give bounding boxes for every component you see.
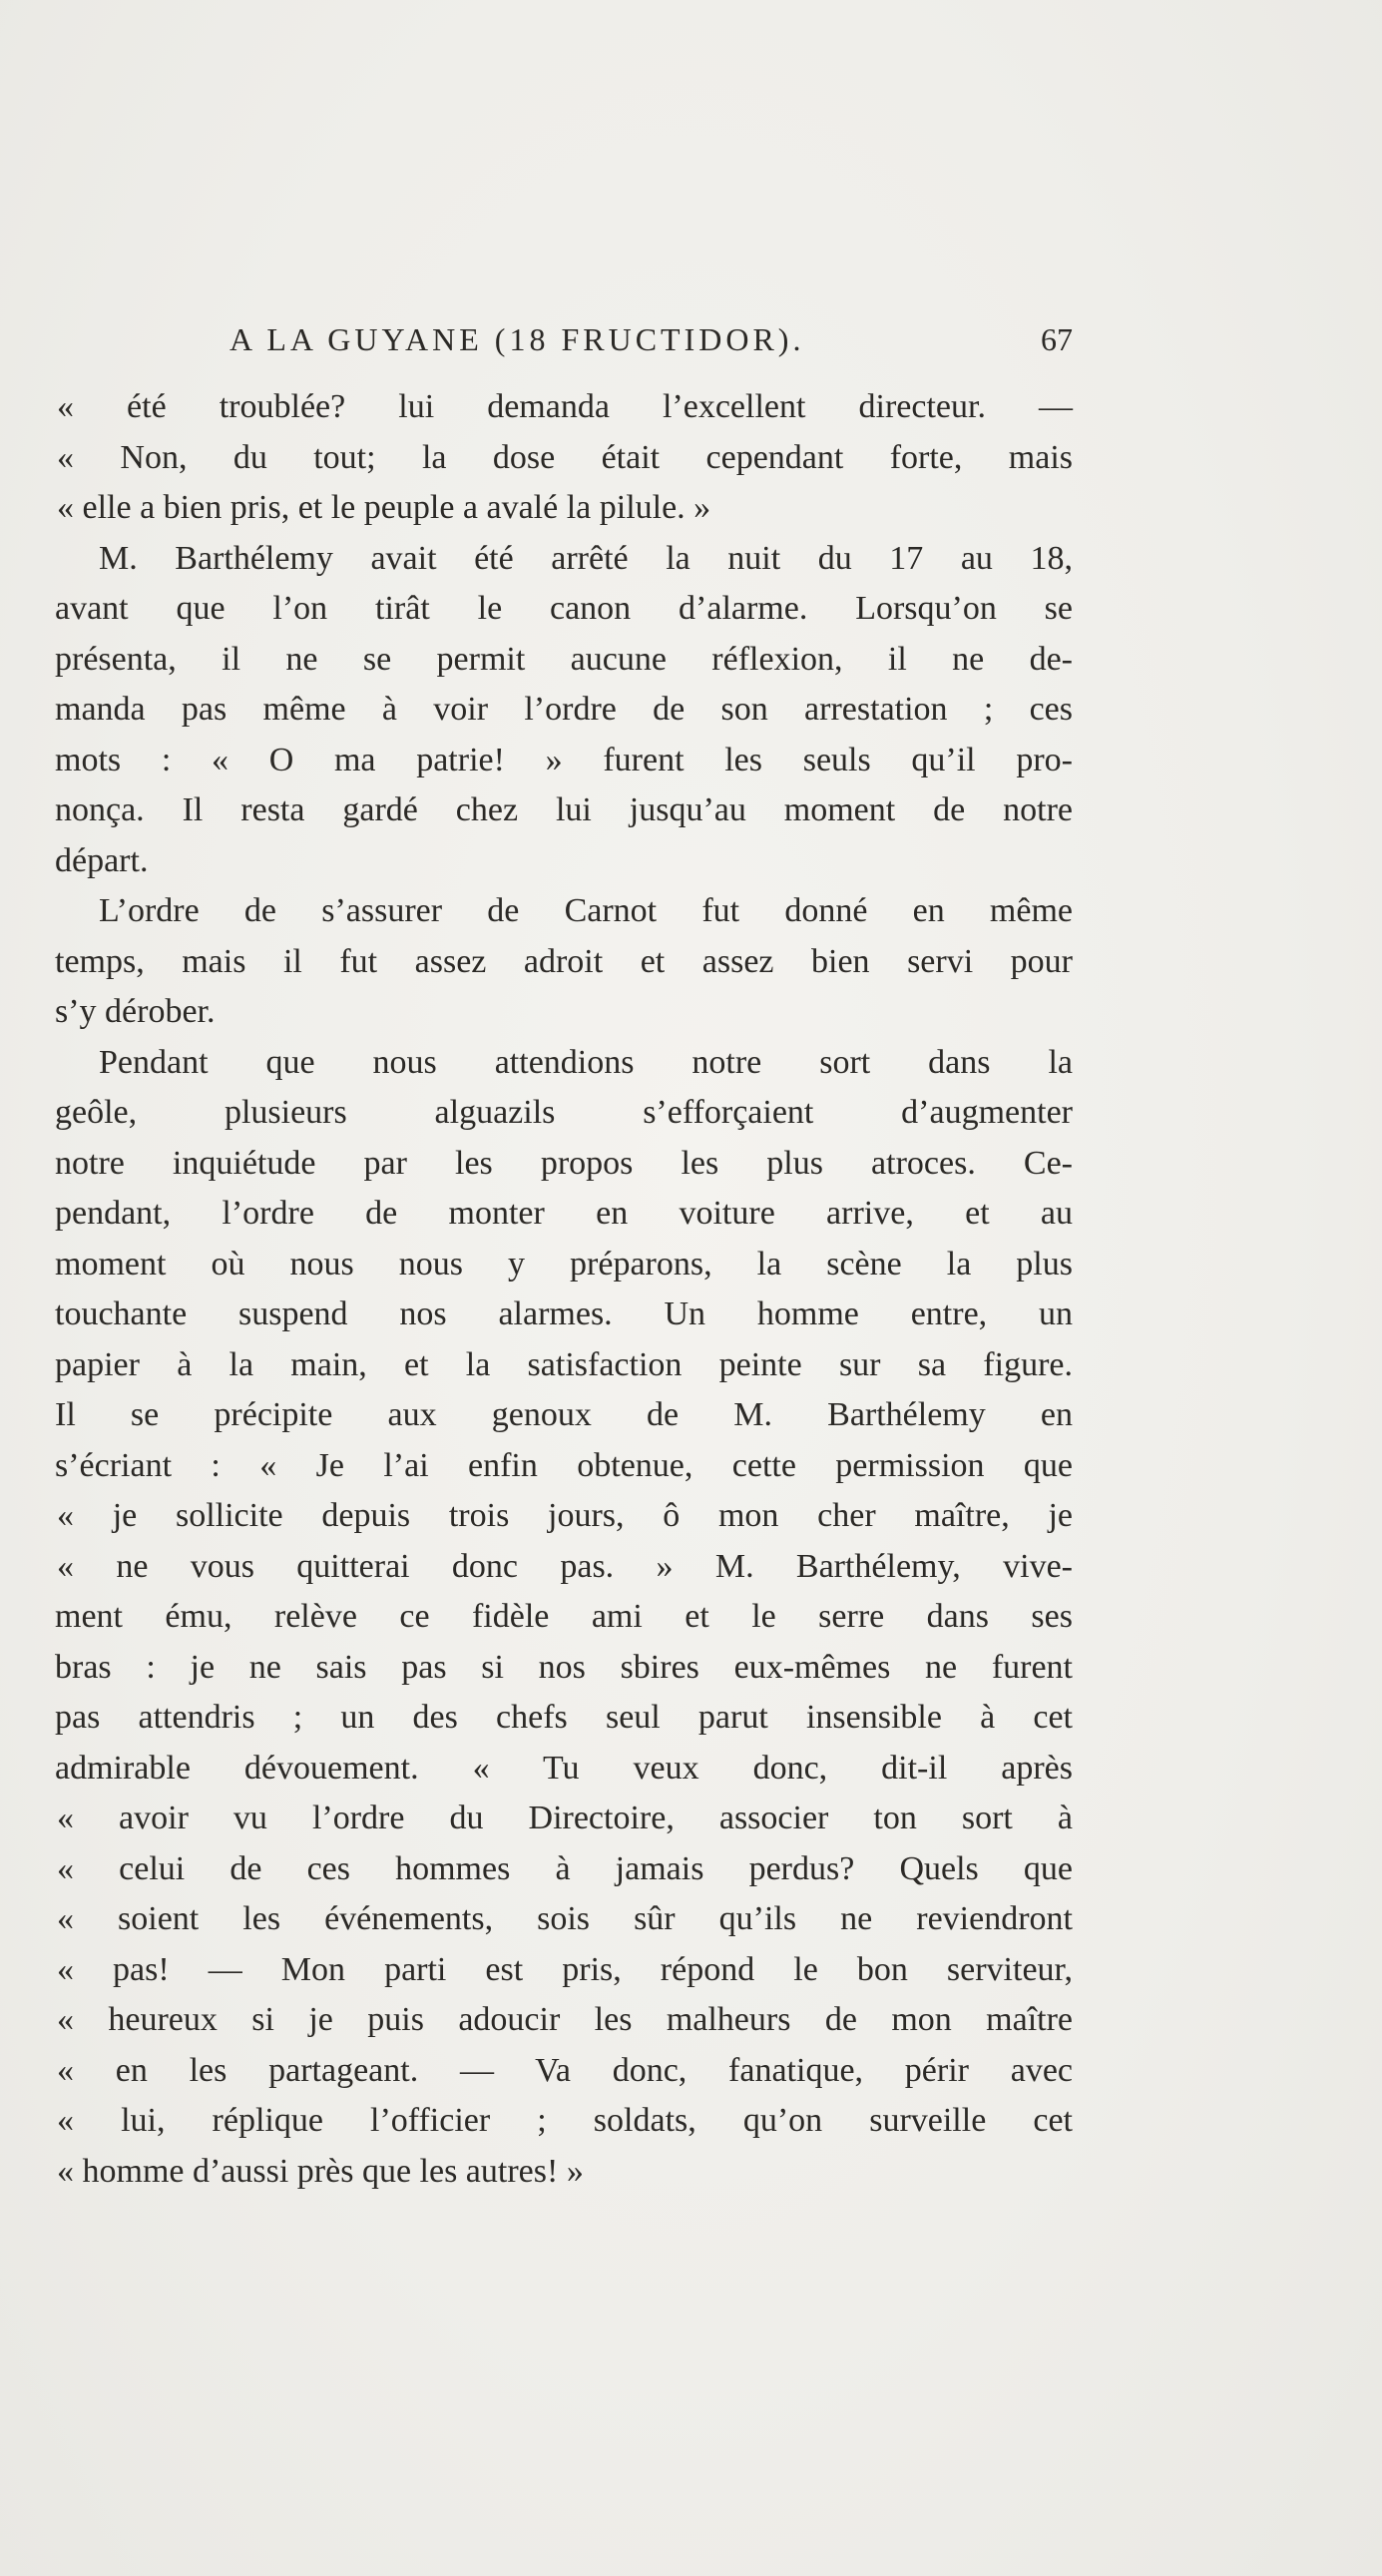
text-line: avant que l’on tirât le canon d’alarme. Lorsqu’on se bbox=[55, 590, 1073, 627]
text-line: s’écriant : « Je l’ai enfin obtenue, cette permission que bbox=[55, 1446, 1073, 1484]
text-line: « été troublée? lui demanda l’excellent directeur. — bbox=[57, 388, 1073, 425]
text-line: « pas! — Mon parti est pris, répond le bon serviteur, bbox=[57, 1950, 1073, 1988]
text-line: « ne vous quitterai donc pas. » M. Barthélemy, vive- bbox=[57, 1547, 1073, 1585]
text-line: nonça. Il resta gardé chez lui jusqu’au moment de notre bbox=[55, 791, 1073, 828]
text-line: Pendant que nous attendions notre sort dans la bbox=[99, 1043, 1073, 1081]
text-line: mots : « O ma patrie! » furent les seuls qu’il pro- bbox=[55, 741, 1073, 778]
text-line: pendant, l’ordre de monter en voiture arrive, et au bbox=[55, 1195, 1073, 1232]
text-line: « avoir vu l’ordre du Directoire, associer ton sort à bbox=[57, 1800, 1073, 1836]
text-line: L’ordre de s’assurer de Carnot fut donné en même bbox=[99, 892, 1073, 929]
text-line: touchante suspend nos alarmes. Un homme entre, un bbox=[55, 1295, 1073, 1332]
text-line: bras : je ne sais pas si nos sbires eux-mêmes ne furent bbox=[55, 1648, 1073, 1686]
text-line: « lui, réplique l’officier ; soldats, qu’on surveille cet bbox=[57, 2102, 1073, 2139]
text-line: temps, mais il fut assez adroit et assez bien servi pour bbox=[55, 942, 1073, 980]
text-line: Il se précipite aux genoux de M. Barthélemy en bbox=[55, 1396, 1073, 1433]
text-line: notre inquiétude par les propos les plus atroces. Ce- bbox=[55, 1144, 1073, 1182]
text-line: M. Barthélemy avait été arrêté la nuit du 17 au 18, bbox=[99, 539, 1073, 577]
text-line: manda pas même à voir l’ordre de son arrestation ; ces bbox=[55, 691, 1073, 728]
text-line: « celui de ces hommes à jamais perdus? Quels que bbox=[57, 1849, 1073, 1887]
text-line: « en les partageant. — Va donc, fanatique, périr avec bbox=[57, 2051, 1073, 2089]
text-line: moment où nous nous y préparons, la scène la plus bbox=[55, 1245, 1073, 1283]
text-line: « soient les événements, sois sûr qu’ils ne reviendront bbox=[57, 1900, 1073, 1937]
text-line: geôle, plusieurs alguazils s’efforçaient d’augmenter bbox=[55, 1094, 1073, 1131]
text-line: présenta, il ne se permit aucune réflexion, il ne de- bbox=[55, 640, 1073, 678]
text-line: « heureux si je puis adoucir les malheurs de mon maître bbox=[57, 2001, 1073, 2038]
text-line: ment ému, relève ce fidèle ami et le serre dans ses bbox=[55, 1598, 1073, 1635]
text-line: admirable dévouement. « Tu veux donc, dit-il après bbox=[55, 1749, 1073, 1787]
text-line: départ. bbox=[55, 841, 149, 879]
text-line: « homme d’aussi près que les autres! » bbox=[57, 2152, 584, 2190]
page-number: 67 bbox=[1041, 321, 1073, 357]
running-title: A LA GUYANE (18 FRUCTIDOR). bbox=[230, 321, 805, 357]
text-line: s’y dérober. bbox=[55, 993, 216, 1030]
text-line: « Non, du tout; la dose était cependant forte, mais bbox=[57, 438, 1073, 476]
body-text bbox=[55, 382, 1073, 2197]
text-line: « elle a bien pris, et le peuple a avalé la pilule. » bbox=[57, 489, 711, 526]
text-line: papier à la main, et la satisfaction peinte sur sa figure. bbox=[55, 1345, 1073, 1383]
running-head bbox=[230, 314, 1073, 364]
text-line: pas attendris ; un des chefs seul parut insensible à cet bbox=[55, 1699, 1073, 1736]
text-line: « je sollicite depuis trois jours, ô mon cher maître, je bbox=[57, 1497, 1073, 1534]
